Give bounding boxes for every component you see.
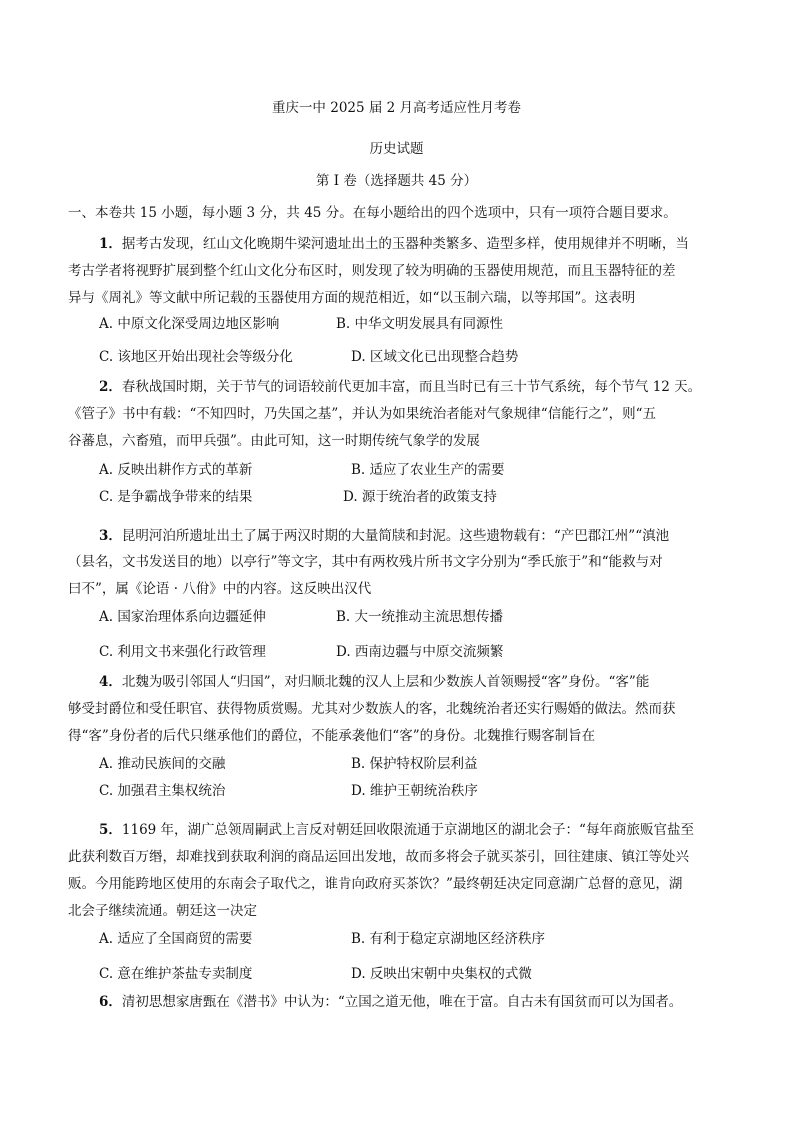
question-6-line-1	[99, 993, 682, 1011]
question-number: 4．	[99, 674, 122, 690]
question-text: 清初思想家唐甄在《潜书》中认为：“立国之道无他，唯在于富。自古未有国贫而可以为国者。	[121, 994, 683, 1010]
question-5-option-a: A. 适应了全国商贸的需要	[99, 931, 253, 947]
question-4-option-d: D. 维护王朝统治秩序	[351, 783, 478, 799]
question-4-line-1	[99, 673, 649, 691]
question-5-line-2: 此获利数百万缗，却难找到获取利润的商品运回出发地，故而多将会子就买茶引，回往建康、镇江等处兴	[68, 849, 689, 865]
part-title: 第 I 卷（选择题共 45 分）	[315, 173, 478, 189]
question-1-option-d: D. 区域文化已出现整合趋势	[351, 349, 519, 365]
subject-title: 历史试题	[369, 141, 424, 157]
question-5-option-b: B. 有利于稳定京湖地区经济秩序	[351, 931, 546, 947]
question-text: 北魏为吸引邻国人“归国”，对归顺北魏的汉人上层和少数族人首领赐授“客”身份。“客”能	[121, 674, 650, 690]
question-5-line-4: 北会子继续流通。朝廷这一决定	[68, 903, 257, 919]
question-5-option-c: C. 意在维护茶盐专卖制度	[99, 966, 253, 982]
question-3-line-1	[99, 527, 669, 545]
question-text: 昆明河泊所遗址出土了属于两汉时期的大量简牍和封泥。这些遗物载有：“产巴郡江州”“滇池	[121, 528, 670, 544]
question-4-line-2: 够受封爵位和受任职官、获得物质赏赐。尤其对少数族人的客，北魏统治者还实行赐婚的做法。然而获	[68, 701, 676, 717]
question-4-option-b: B. 保护特权阶层利益	[351, 756, 478, 772]
question-2-option-b: B. 适应了农业生产的需要	[351, 462, 505, 478]
question-3-option-d: D. 西南边疆与中原交流频繁	[336, 644, 504, 660]
question-text: 1169 年，湖广总领周嗣武上言反对朝廷回收限流通于京湖地区的湖北会子：“每年商旅贩官盐至	[121, 822, 694, 838]
question-1-option-c: C. 该地区开始出现社会等级分化	[99, 349, 293, 365]
question-5-option-d: D. 反映出宋朝中央集权的式微	[351, 966, 532, 982]
question-number: 2．	[99, 379, 122, 395]
question-2-option-c: C. 是争霸战争带来的结果	[99, 489, 253, 505]
question-3-option-c: C. 利用文书来强化行政管理	[99, 644, 266, 660]
question-3-option-a: A. 国家治理体系向边疆延伸	[99, 609, 266, 625]
question-number: 6．	[99, 994, 122, 1010]
question-3-line-2: （县名，文书发送目的地）以亭行”等文字，其中有两枚残片所书文字分别为“季氏旅于”和“能救与对	[68, 554, 663, 570]
question-4-option-a: A. 推动民族间的交融	[99, 756, 226, 772]
question-1-line-1	[99, 235, 689, 253]
question-number: 5．	[99, 822, 122, 838]
question-2-line-3: 谷蕃息，六畜殖，而甲兵强”。由此可知，这一时期传统气象学的发展	[68, 433, 480, 449]
question-5-line-1	[99, 821, 694, 839]
question-4-line-3: 得“客”身份者的后代只继承他们的爵位，不能承袭他们“客”的身份。北魏推行赐客制旨在	[68, 728, 596, 744]
question-2-line-1	[99, 378, 701, 396]
question-3-option-b: B. 大一统推动主流思想传播	[336, 609, 504, 625]
question-1-option-b: B. 中华文明发展具有同源性	[336, 316, 504, 332]
question-1-line-3: 异与《周礼》等文献中所记载的玉器使用方面的规范相近，如“以玉制六瑞，以等邦国”。这表明	[68, 290, 636, 306]
question-2-line-2: 《管子》书中有载：“不知四时，乃失国之基”，并认为如果统治者能对气象规律“信能行之”，则“五	[68, 406, 657, 422]
question-number: 3．	[99, 528, 122, 544]
question-4-option-c: C. 加强君主集权统治	[99, 783, 226, 799]
question-number: 1．	[99, 236, 122, 252]
question-3-line-3: 曰不”，属《论语 · 八佾》中的内容。这反映出汉代	[68, 581, 372, 597]
question-text: 据考古发现，红山文化晚期牛梁河遗址出土的玉器种类繁多、造型多样，使用规律并不明晰，当	[121, 236, 689, 252]
question-1-line-2: 考古学者将视野扩展到整个红山文化分布区时，则发现了较为明确的玉器使用规范，而且玉器特征的差	[68, 263, 676, 279]
exam-title: 重庆一中 2025 届 2 月高考适应性月考卷	[271, 100, 522, 116]
section-instruction: 一、本卷共 15 小题，每小题 3 分，共 45 分。在每小题给出的四个选项中，只有一项符合题目要求。	[68, 205, 677, 221]
question-2-option-d: D. 源于统治者的政策支持	[343, 489, 497, 505]
question-1-option-a: A. 中原文化深受周边地区影响	[99, 316, 280, 332]
question-5-line-3: 贩。今用能跨地区使用的东南会子取代之，谁肯向政府买茶饮？”最终朝廷决定同意湖广总督的意见，湖	[68, 876, 683, 892]
question-2-option-a: A. 反映出耕作方式的革新	[99, 462, 253, 478]
question-text: 春秋战国时期，关于节气的词语较前代更加丰富，而且当时已有三十节气系统，每个节气 12 天。	[121, 379, 702, 395]
